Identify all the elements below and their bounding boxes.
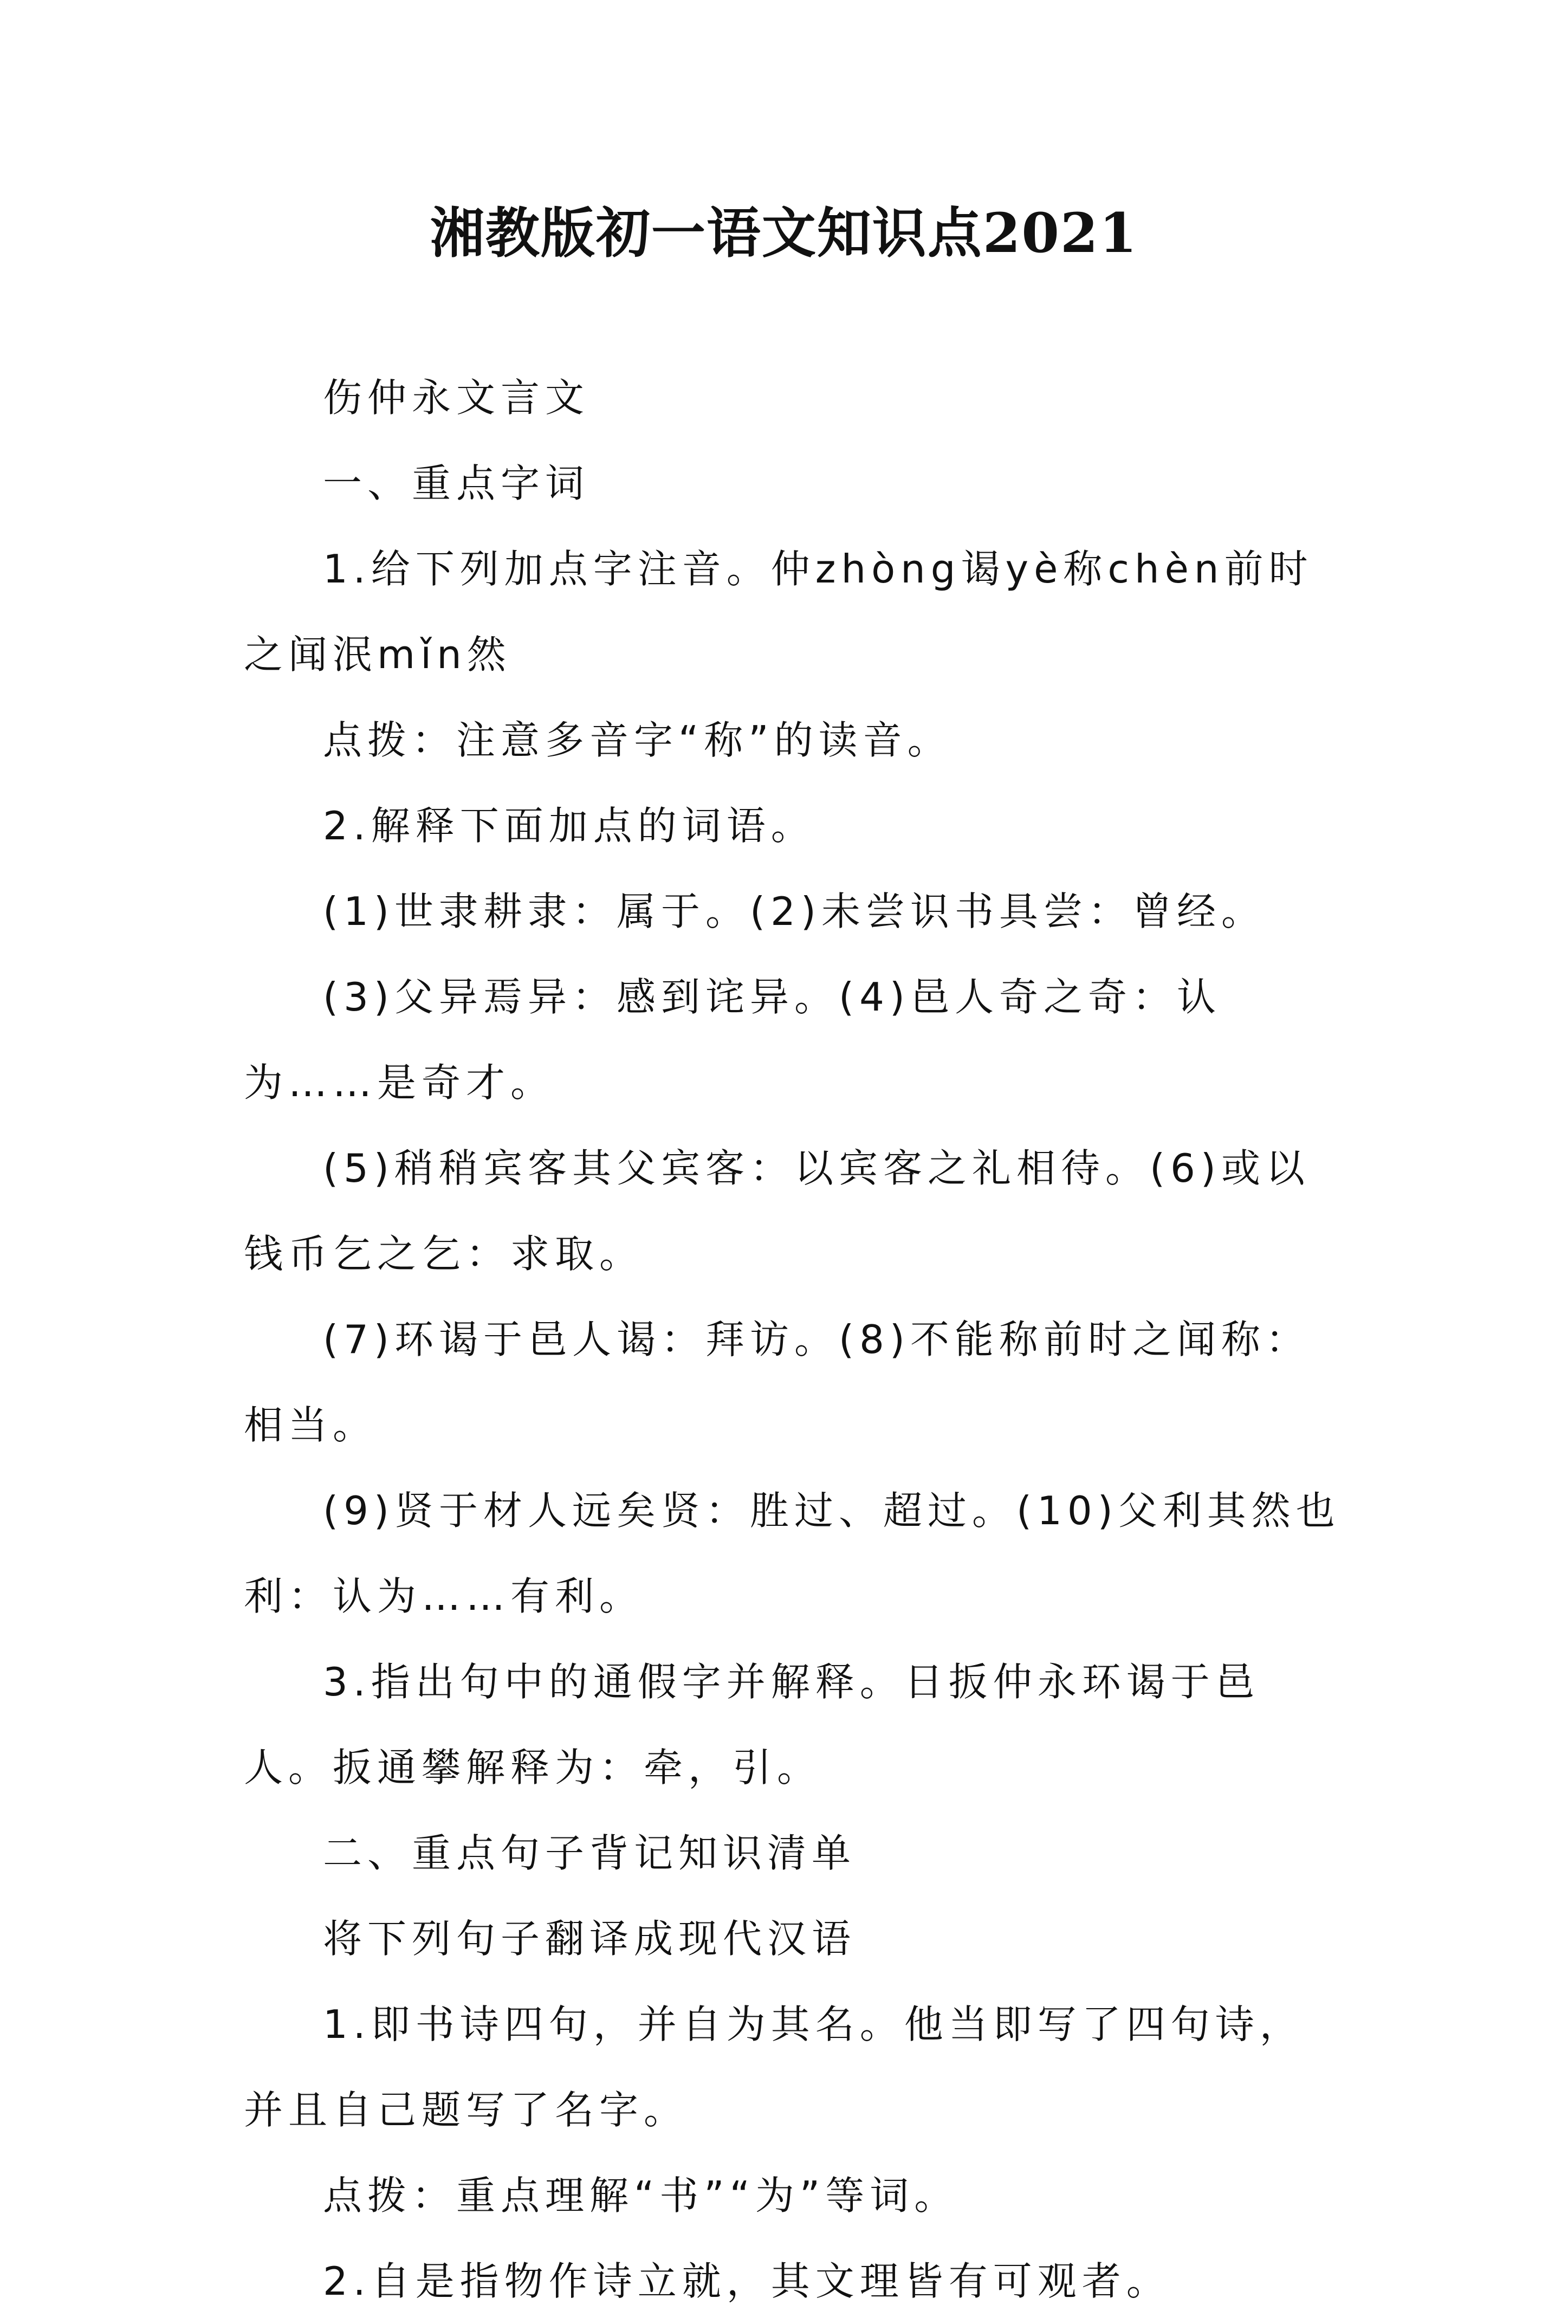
section-heading: 一、重点字词 bbox=[323, 461, 590, 506]
paragraph: 3.指出句中的通假字并解释。日扳仲永环谒于邑人。扳通攀解释为：牵，引。 bbox=[244, 1659, 1260, 1790]
paragraph: (3)父异焉异：感到诧异。(4)邑人奇之奇：认为……是奇才。 bbox=[244, 974, 1221, 1105]
paragraph: 将下列句子翻译成现代汉语 bbox=[323, 1916, 857, 1962]
paragraph: (5)稍稍宾客其父宾客：以宾客之礼相待。(6)或以钱币乞之乞：求取。 bbox=[244, 1145, 1310, 1277]
paragraph: 1.即书诗四句，并自为其名。他当即写了四句诗，并且自己题写了名字。 bbox=[244, 2002, 1304, 2133]
paragraph: (9)贤于材人远矣贤：胜过、超过。(10)父利其然也利：认为……有利。 bbox=[244, 1488, 1340, 1619]
paragraph: 1.给下列加点字注音。仲zhòng谒yè称chèn前时之闻泯mǐn然 bbox=[244, 546, 1313, 677]
document-title: 湘教版初一语文知识点2021 bbox=[430, 201, 1138, 265]
section-heading: 二、重点句子背记知识清单 bbox=[323, 1830, 857, 1876]
paragraph: 2.解释下面加点的词语。 bbox=[323, 803, 815, 849]
paragraph: 点拨：重点理解“书”“为”等词。 bbox=[323, 2173, 959, 2218]
paragraph: 2.自是指物作诗立就，其文理皆有可观者。 bbox=[323, 2258, 1171, 2304]
paragraph: 伤仲永文言文 bbox=[323, 375, 590, 420]
paragraph: (1)世隶耕隶：属于。(2)未尝识书具尝：曾经。 bbox=[323, 889, 1266, 934]
document-body bbox=[244, 355, 1344, 2324]
paragraph: (7)环谒于邑人谒：拜访。(8)不能称前时之闻称：相当。 bbox=[244, 1317, 1310, 1448]
paragraph: 点拨：注意多音字“称”的读音。 bbox=[323, 717, 952, 763]
